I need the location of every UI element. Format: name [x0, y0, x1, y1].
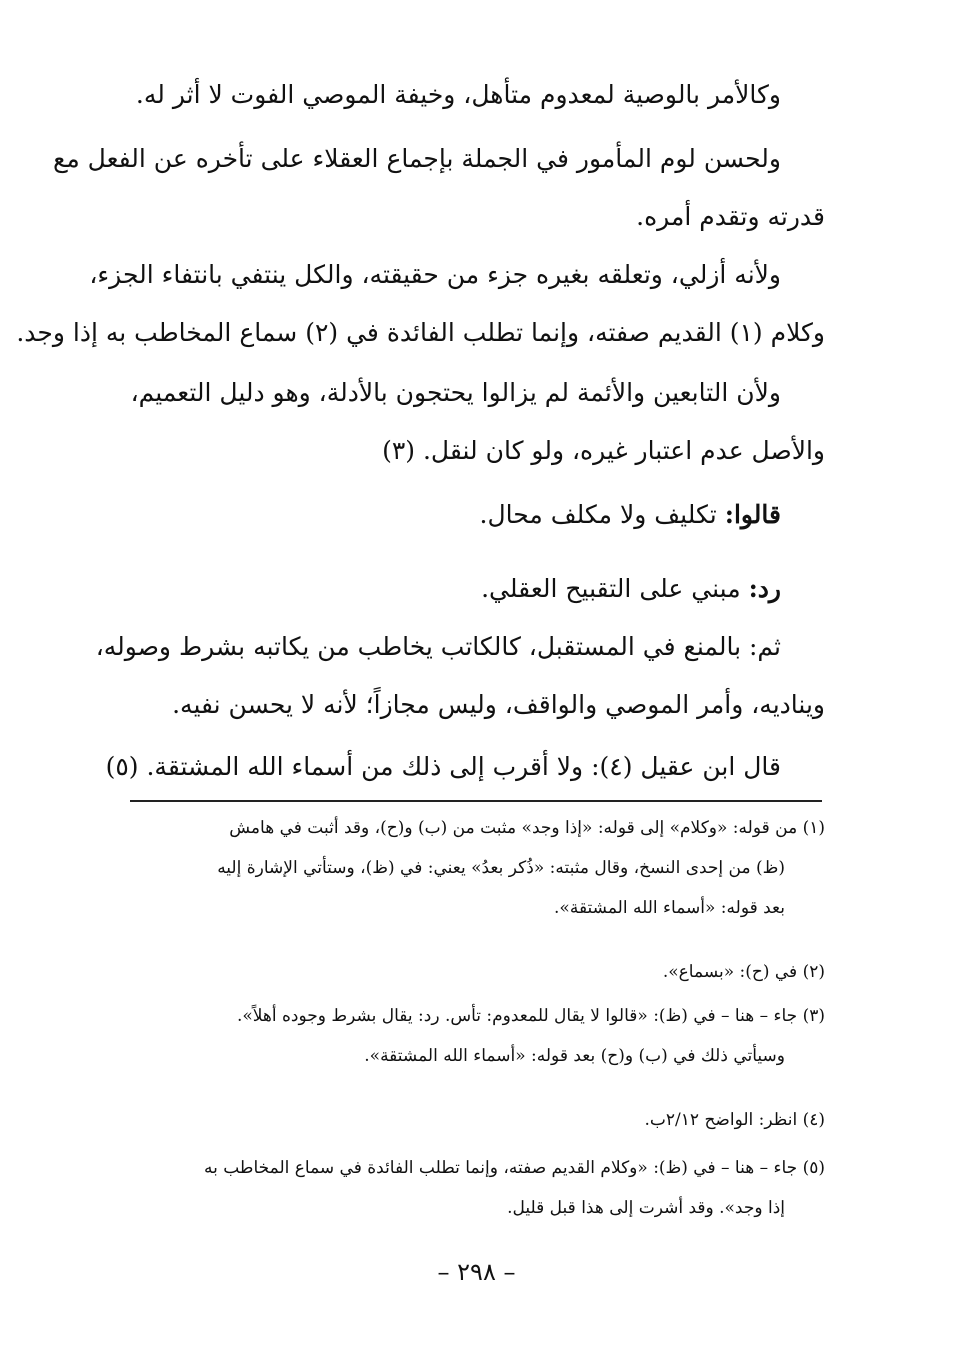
text-line: ولأنه أزلي، وتعلقه بغيره جزء من حقيقته، والكل ينتفي بانتفاء الجزء،: [89, 260, 781, 289]
footnote-line: بعد قوله: «أسماء الله المشتقة».: [554, 898, 785, 918]
line-text: مبني على التقبيح العقلي.: [481, 574, 741, 603]
text-line: ولحسن لوم المأمور في الجملة بإجماع العقلاء على تأخره عن الفعل مع: [53, 144, 781, 173]
line-text: تكليف ولا مكلف محال.: [479, 500, 717, 529]
paragraph-3: [16, 246, 825, 362]
text-line: [96, 560, 825, 618]
paragraph-2: [53, 130, 825, 246]
text-line: والأصل عدم اعتبار غيره، ولو كان لنقل. (٣): [382, 436, 825, 465]
text-line: ويناديه، وأمر الموصي والواقف، وليس مجازاً؛ لأنه لا يحسن نفيه.: [172, 690, 825, 719]
footnote-5: [92, 1148, 825, 1228]
paragraph-7: [96, 618, 825, 734]
paragraph-1: [96, 66, 825, 124]
paragraph-4: [96, 364, 825, 480]
footnote-3: [92, 996, 825, 1076]
text-line: وكلام (١) القديم صفته، وإنما تطلب الفائدة في (٢) سماع المخاطب به إذا وجد.: [16, 318, 825, 347]
footnote-4: [92, 1100, 825, 1140]
lead-word: رد:: [748, 574, 781, 603]
text-line: وكالأمر بالوصية لمعدوم متأهل، وخيفة الموصي الفوت لا أثر له.: [135, 80, 781, 109]
paragraph-6: [96, 560, 825, 618]
footnote-line: (٥) جاء – هنا – في (ظ): «وكلام القديم صفته، وإنما تطلب الفائدة في سماع المخاطب به: [203, 1158, 825, 1178]
footnote-1: [92, 808, 825, 928]
footnote-line: (٢) في (ح): «بسماع».: [662, 962, 825, 982]
text-line: ثم: بالمنع في المستقبل، كالكاتب يخاطب من يكاتبه بشرط وصوله،: [95, 632, 781, 661]
footnote-line: إذا وجد». وقد أشرت إلى هذا قبل قليل.: [507, 1198, 785, 1218]
paragraph-8: [96, 738, 825, 796]
footnote-line: (٤) انظر: الواضح ٢/١٢ب.: [644, 1110, 825, 1130]
lead-word: قالوا:: [724, 500, 781, 529]
page-number: – ٢٩٨ –: [437, 1258, 516, 1286]
footnote-line: (ظ) من إحدى النسخ، وقال مثبته: «ذُكر بعدُ» يعني: في (ظ)، وستأتي الإشارة إليه: [217, 858, 785, 878]
footnote-divider: [130, 800, 822, 802]
footnote-line: (١) من قوله: «وكلام» إلى قوله: «إذا وجد» مثبت من (ب) و(ح)، وقد أثبت في هامش: [229, 818, 825, 838]
footnote-line: وسيأتي ذلك في (ب) و(ح) بعد قوله: «أسماء الله المشتقة».: [364, 1046, 785, 1066]
text-line: قدرته وتقدم أمره.: [636, 202, 825, 231]
text-line: قال ابن عقيل (٤): ولا أقرب إلى ذلك من أسماء الله المشتقة. (٥): [105, 752, 781, 781]
text-line: [96, 486, 825, 544]
text-line: ولأن التابعين والأئمة لم يزالوا يحتجون بالأدلة، وهو دليل التعميم،: [130, 378, 781, 407]
footnote-2: [92, 952, 825, 992]
footnote-line: (٣) جاء – هنا – في (ظ): «قالوا لا يقال للمعدوم: تأس. رد: يقال بشرط وجوده أهلاً».: [236, 1006, 825, 1026]
paragraph-5: [96, 486, 825, 544]
